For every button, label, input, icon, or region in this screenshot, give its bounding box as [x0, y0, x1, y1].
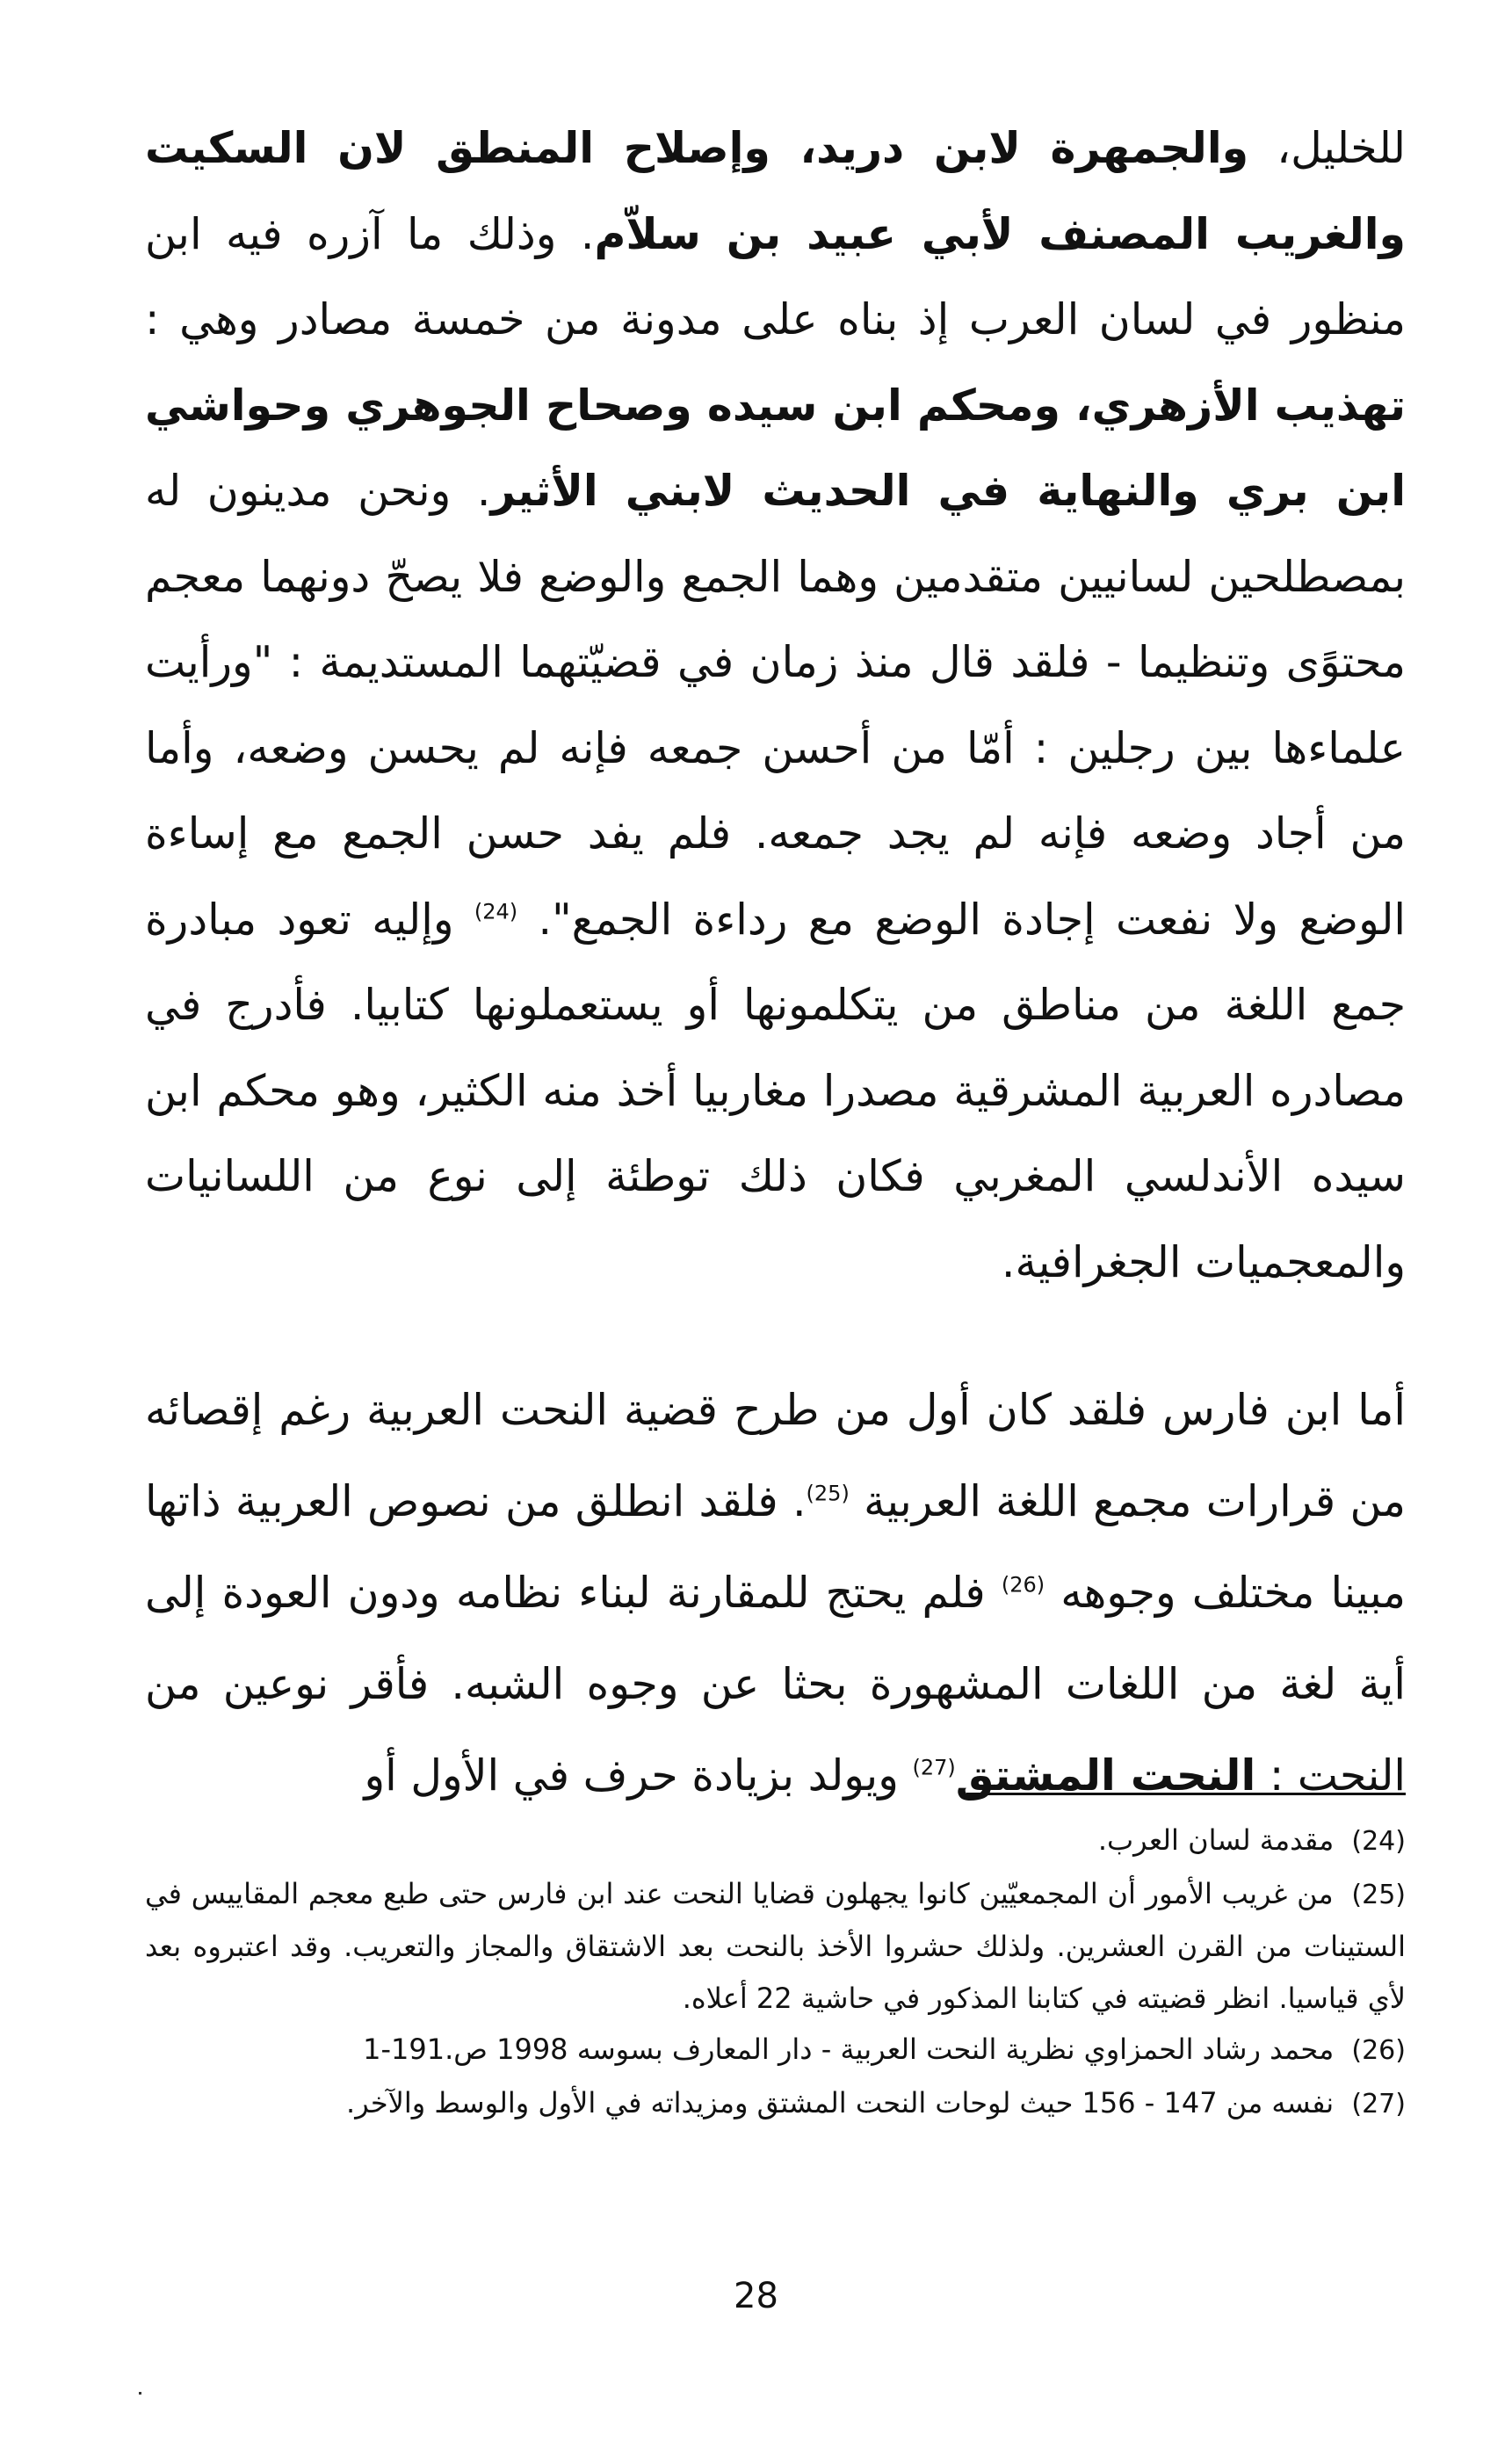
footnote-text: مقدمة لسان العرب.: [1097, 1823, 1335, 1857]
footnote-25: [145, 1868, 1406, 2025]
footnote-text: نفسه من 147 - 156 حيث لوحات النحت المشتق ومزيداته في الأول والوسط والآخر.: [346, 2085, 1335, 2120]
footnote-ref-27[interactable]: (27): [912, 1755, 956, 1780]
footnote-ref-24[interactable]: (24): [474, 899, 518, 924]
text-span: أما ابن فارس فلقد كان أول من طرح قضية النحت العربية رغم إقصائه من قرارات مجمع اللغة العربية: [145, 1385, 1406, 1526]
text-span: . وذلك ما آزره فيه ابن منظور في لسان العرب إذ بناه على مدونة من خمسة مصادر وهي :: [145, 208, 1406, 344]
footnote-27: [145, 2077, 1406, 2131]
bold-term: النحت المشتق: [955, 1750, 1256, 1801]
footnote-24: [145, 1815, 1406, 1868]
footnotes: [145, 1815, 1406, 2130]
page-number: 28: [734, 2276, 778, 2316]
bold-book-titles-2: تهذيب الأزهري، ومحكم ابن سيده وصحاح الجوهري وحواشي ابن بري والنهاية في الحديث لابني الأثير: [145, 380, 1407, 516]
footnote-number: (26): [1351, 2035, 1406, 2066]
text-span: للخليل،: [1248, 123, 1406, 173]
footnote-text: محمد رشاد الحمزاوي نظرية النحت العربية - دار المعارف بسوسه 1998 ص.191-1: [363, 2033, 1335, 2066]
footnote-number: (25): [1351, 1879, 1407, 1910]
main-text: [145, 105, 1406, 1822]
footnote-26: [145, 2024, 1406, 2077]
text-span: فلم يحتج للمقارنة لبناء نظامه ودون العودة إلى أية لغة من اللغات المشهورة بحثا عن وجوه الشبه. فأقر نوعين من النحت :: [145, 1568, 1406, 1801]
scan-speck: [139, 2392, 141, 2395]
paragraph-1: [145, 105, 1406, 1305]
text-span: . ونحن مدينون له بمصطلحين لسانيين متقدمين وهما الجمع والوضع فلا يصحّ دونهما معجم محتوًى وتنظيما - فلقد قال منذ زمان في قضيّتهما المستديمة : "ورأيت علماءها بين رجلين : أمّا من أحسن جمعه فإنه لم يحسن وضعه، وأما من أجاد وضعه فإنه لم يجد جمعه. فلم يفد حسن الجمع مع إساءة الوضع ولا نفعت إجادة الوضع مع رداءة الجمع".: [145, 466, 1406, 945]
bold-book-titles-1: والجمهرة لابن دريد، وإصلاح المنطق لان السكيت والغريب المصنف لأبي عبيد بن سلاّم: [145, 123, 1406, 259]
footnote-separator: [966, 1793, 1406, 1795]
footnote-number: (27): [1351, 2088, 1406, 2120]
text-span: ويولد بزيادة حرف في الأول أو: [364, 1750, 913, 1801]
footnote-ref-26[interactable]: (26): [1001, 1572, 1045, 1598]
footnote-number: (24): [1351, 1826, 1406, 1857]
footnote-ref-25[interactable]: (25): [806, 1481, 850, 1506]
text-span: . فلقد انطلق من نصوص العربية ذاتها مبينا مختلف وجوهه: [145, 1476, 1406, 1618]
paragraph-2: [145, 1365, 1406, 1822]
text-span: وإليه تعود مبادرة جمع اللغة من مناطق من يتكلمونها أو يستعملونها كتابيا. فأدرج في مصادره العربية المشرقية مصدرا مغاربيا أخذ منه الكثير، وهو محكم ابن سيده الأندلسي المغربي فكان ذلك توطئة إلى نوع من اللسانيات والمعجميات الجغرافية.: [145, 894, 1406, 1287]
footnote-text: من غريب الأمور أن المجمعيّين كانوا يجهلون قضايا النحت عند ابن فارس حتى طبع معجم المقاييس في الستينات من القرن العشرين. ولذلك حشروا الأخذ بالنحت بعد الاشتقاق والمجاز والتعريب. وقد اعتبروه بعد لأي قياسيا. انظر قضيته في كتابنا المذكور في حاشية 22 أعلاه.: [145, 1876, 1406, 2015]
